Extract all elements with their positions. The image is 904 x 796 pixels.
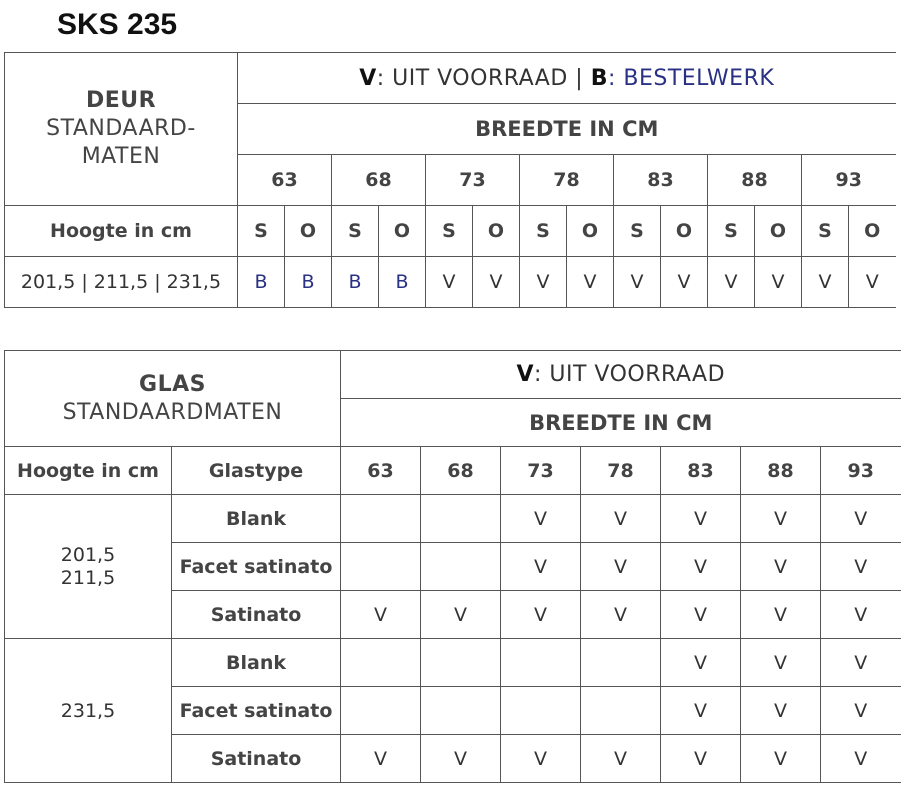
deur-value-cell: V	[849, 257, 896, 308]
glas-value-cell: V	[341, 735, 421, 783]
glas-type-cell: Satinato	[172, 591, 341, 639]
glas-legend	[341, 351, 901, 399]
glas-value-cell: V	[821, 735, 901, 783]
deur-width-78: 78	[520, 155, 614, 206]
deur-sub-header: O	[755, 206, 802, 257]
deur-sub-header: O	[285, 206, 332, 257]
page-title: SKS 235	[57, 8, 178, 41]
deur-value-cell: B	[285, 257, 332, 308]
glas-value-cell: V	[661, 687, 741, 735]
glas-type-cell: Blank	[172, 639, 341, 687]
glas-value-cell	[581, 639, 661, 687]
deur-hoogte-label: Hoogte in cm	[5, 206, 238, 257]
glas-value-cell: V	[821, 639, 901, 687]
glas-height-group	[5, 495, 172, 639]
deur-sub-header: S	[614, 206, 661, 257]
deur-sub-header: S	[802, 206, 849, 257]
glas-width-header: 88	[741, 447, 821, 495]
legend-b-key: B	[590, 65, 608, 91]
glas-value-cell: V	[821, 495, 901, 543]
glas-width-header: 73	[501, 447, 581, 495]
deur-sub-header: S	[426, 206, 473, 257]
glas-value-cell: V	[581, 543, 661, 591]
glas-value-cell: V	[821, 543, 901, 591]
glas-width-header: 83	[661, 447, 741, 495]
deur-legend	[238, 53, 896, 104]
glas-label-cell	[5, 351, 341, 447]
glas-value-cell	[341, 687, 421, 735]
glas-value-cell	[421, 639, 501, 687]
glas-table	[4, 350, 901, 783]
deur-value-cell: V	[473, 257, 520, 308]
glas-value-cell: V	[741, 495, 821, 543]
glas-value-cell	[421, 495, 501, 543]
deur-value-cell: V	[614, 257, 661, 308]
glas-height-value: 211,5	[60, 566, 116, 589]
deur-sub-header: O	[567, 206, 614, 257]
deur-sub-header: O	[661, 206, 708, 257]
deur-width-63: 63	[238, 155, 332, 206]
glas-hoogte-label: Hoogte in cm	[5, 447, 172, 495]
deur-sub-header: O	[849, 206, 896, 257]
glas-value-cell: V	[741, 591, 821, 639]
glas-value-cell	[341, 495, 421, 543]
deur-width-73: 73	[426, 155, 520, 206]
glas-value-cell	[341, 543, 421, 591]
deur-value-cell: B	[379, 257, 426, 308]
glas-width-header: 63	[341, 447, 421, 495]
glas-type-cell: Facet satinato	[172, 687, 341, 735]
glas-breedte-header: BREEDTE IN CM	[341, 399, 901, 447]
legend-v-text: : UIT VOORRAAD	[376, 65, 568, 91]
deur-sub-header: S	[238, 206, 285, 257]
glas-type-cell: Facet satinato	[172, 543, 341, 591]
deur-width-88: 88	[708, 155, 802, 206]
glas-value-cell: V	[581, 591, 661, 639]
glas-label-line: STANDAARDMATEN	[62, 399, 283, 425]
glas-width-header: 68	[421, 447, 501, 495]
deur-label-bold: DEUR	[85, 88, 157, 113]
deur-label-cell	[5, 53, 238, 206]
glas-value-cell	[501, 639, 581, 687]
deur-width-83: 83	[614, 155, 708, 206]
glas-value-cell: V	[821, 687, 901, 735]
deur-value-cell: V	[567, 257, 614, 308]
glas-value-cell: V	[501, 495, 581, 543]
glas-value-cell: V	[661, 735, 741, 783]
deur-width-68: 68	[332, 155, 426, 206]
glas-value-cell: V	[501, 543, 581, 591]
deur-width-93: 93	[802, 155, 896, 206]
deur-value-cell: V	[708, 257, 755, 308]
deur-sub-header: O	[473, 206, 520, 257]
glas-type-cell: Satinato	[172, 735, 341, 783]
glas-glastype-label: Glastype	[172, 447, 341, 495]
glas-value-cell: V	[821, 591, 901, 639]
legend-separator: |	[575, 65, 584, 91]
glas-value-cell: V	[501, 735, 581, 783]
glas-value-cell: V	[741, 735, 821, 783]
deur-sub-header: O	[379, 206, 426, 257]
deur-value-cell: V	[520, 257, 567, 308]
glas-value-cell: V	[581, 735, 661, 783]
glas-value-cell	[501, 687, 581, 735]
deur-label-line1: STANDAARD-	[46, 116, 196, 141]
glas-value-cell: V	[501, 591, 581, 639]
glas-value-cell: V	[661, 591, 741, 639]
deur-value-cell: V	[802, 257, 849, 308]
deur-row-label: 201,5 | 211,5 | 231,5	[5, 257, 238, 308]
glas-value-cell	[341, 639, 421, 687]
deur-sub-header: S	[520, 206, 567, 257]
deur-sub-header: S	[708, 206, 755, 257]
glas-value-cell: V	[661, 495, 741, 543]
deur-sub-header: S	[332, 206, 379, 257]
glas-value-cell: V	[421, 591, 501, 639]
glas-type-cell: Blank	[172, 495, 341, 543]
glas-value-cell: V	[661, 543, 741, 591]
glas-height-group	[5, 639, 172, 783]
deur-breedte-header: BREEDTE IN CM	[238, 104, 896, 155]
glas-value-cell: V	[581, 495, 661, 543]
deur-value-cell: B	[332, 257, 379, 308]
glas-legend-v-text: : UIT VOORRAAD	[533, 362, 726, 387]
glas-width-header: 93	[821, 447, 901, 495]
glas-height-value: 201,5	[60, 543, 116, 566]
glas-value-cell: V	[661, 639, 741, 687]
glas-value-cell	[421, 543, 501, 591]
legend-b-text: : BESTELWERK	[607, 65, 775, 91]
glas-value-cell: V	[341, 591, 421, 639]
glas-label-bold: GLAS	[139, 371, 206, 397]
glas-width-header: 78	[581, 447, 661, 495]
glas-value-cell	[421, 687, 501, 735]
glas-value-cell: V	[741, 543, 821, 591]
deur-value-cell: V	[426, 257, 473, 308]
deur-value-cell: V	[755, 257, 802, 308]
deur-label-line2: MATEN	[81, 144, 161, 169]
deur-table	[4, 52, 896, 308]
glas-value-cell: V	[741, 687, 821, 735]
deur-value-cell: V	[661, 257, 708, 308]
deur-value-cell: B	[238, 257, 285, 308]
glas-value-cell	[581, 687, 661, 735]
glas-value-cell: V	[421, 735, 501, 783]
glas-legend-v-key: V	[516, 362, 534, 387]
glas-height-value: 231,5	[60, 699, 116, 722]
legend-v-key: V	[359, 65, 377, 91]
glas-value-cell: V	[741, 639, 821, 687]
